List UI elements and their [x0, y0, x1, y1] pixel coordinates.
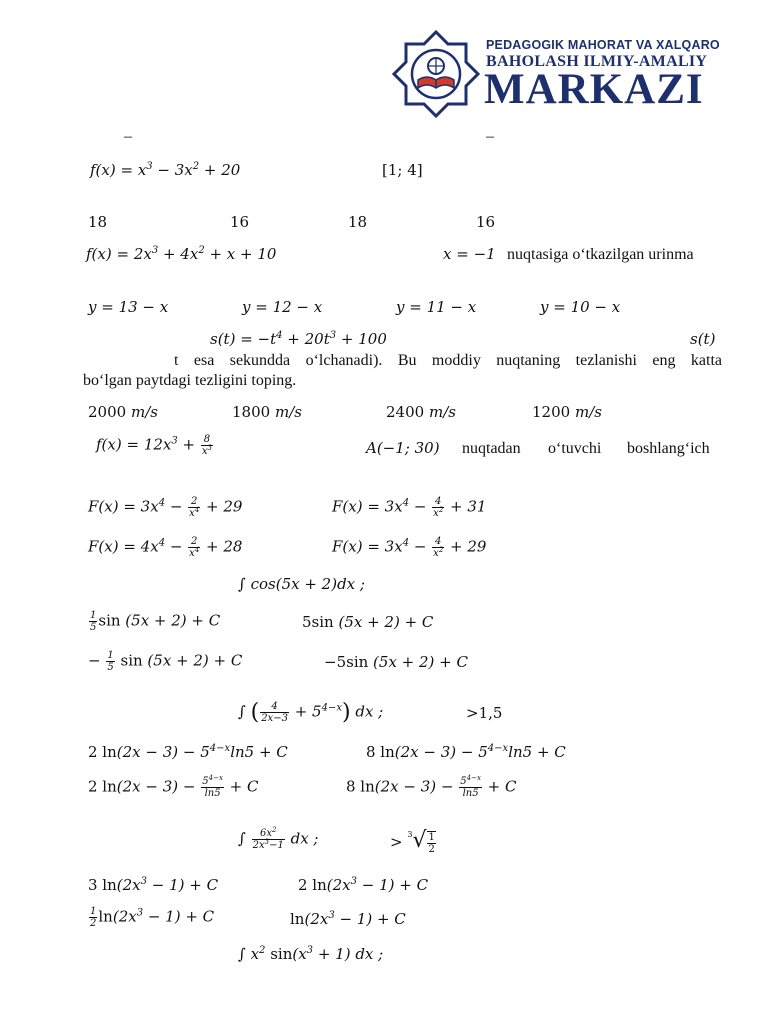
- q4-word-2: o‘tuvchi: [548, 440, 602, 457]
- q3-text-line-3: bo‘lgan paytdagi tezligini toping.: [83, 372, 297, 389]
- q6-answer-a: 2 $\ln(2x - 3) - 5^{4-x}\ln 5 + C$: [88, 743, 288, 761]
- logo: [392, 30, 732, 120]
- q5-answer-a: $\frac{1}{5}$ sin (5x + 2) + C: [90, 610, 221, 633]
- q1-answer-a: 18: [88, 213, 108, 231]
- q5-integral: ∫ cos(5x + 2)dx ;: [238, 575, 365, 593]
- q6-condition: >1,5: [466, 704, 503, 722]
- q4-answer-d: $F(x) = 3x^4$ − $\frac{4}{x^2}$ + 29: [332, 536, 487, 559]
- q4-answer-b: $F(x) = 3x^4$ − $\frac{4}{x^2}$ + 31: [332, 496, 487, 519]
- logo-line-1: PEDAGOGIK MAHORAT VA XALQARO: [486, 38, 720, 52]
- q1-answer-d: 16: [476, 213, 496, 231]
- q4-function: $f(x) = 12x^3$ + $\frac{8}{x^3}$: [96, 434, 212, 457]
- q3-text-line-2: t esa sekundda o‘lchanadi). Bu moddiy nuqtaning tezlanishi eng katta: [174, 352, 722, 369]
- q2-point: x = −1: [443, 245, 496, 263]
- q7-answer-c: $\frac{1}{2}$ $\ln(2x^3 - 1) + C$: [90, 906, 215, 929]
- q7-answer-d: $\ln(2x^3 - 1) + C$: [290, 910, 406, 928]
- q2-answer-b: y = 12 − x: [242, 298, 323, 316]
- q7-integral: ∫ $\frac{6x^2}{2x^3-1}$ dx ;: [238, 826, 319, 851]
- q3-st: s(t): [690, 330, 716, 348]
- q2-function: $f(x) = 2x^3 + 4x^2 + x + 10$: [86, 245, 277, 263]
- dash-right: –: [486, 128, 494, 145]
- q3-answer-b: 1800 m/s: [232, 403, 302, 421]
- q2-text: nuqtasiga o‘tkazilgan urinma: [507, 246, 694, 263]
- q5-answer-d: −5sin (5x + 2) + C: [324, 653, 468, 671]
- q1-function: $f(x) = x^3 - 3x^2 + 20$: [90, 161, 241, 179]
- q1-answer-c: 18: [348, 213, 368, 231]
- q2-answer-c: y = 11 − x: [396, 298, 477, 316]
- q3-answer-c: 2400 m/s: [386, 403, 456, 421]
- q3-answer-d: 1200 m/s: [532, 403, 602, 421]
- q6-answer-c: 2 ln(2x − 3) − $\frac{5^{4-x}}{\ln 5}$ + C: [88, 774, 259, 799]
- q4-point: A(−1; 30): [366, 439, 440, 457]
- q3-answer-a: 2000 m/s: [88, 403, 158, 421]
- q4-word-3: boshlang‘ich: [627, 440, 710, 457]
- q4-word-1: nuqtadan: [462, 440, 521, 457]
- q3-function: $s(t) = -t^4 + 20t^3 + 100$: [210, 330, 387, 348]
- q6-integral: ∫ ( $\frac{4}{2x-3}$ + $5^{4-x}$) dx ;: [238, 700, 384, 725]
- logo-emblem-icon: [392, 30, 480, 118]
- q4-answer-c: $F(x) = 4x^4$ − $\frac{2}{x^4}$ + 28: [88, 536, 243, 559]
- q2-answer-d: y = 10 − x: [540, 298, 621, 316]
- q1-interval: [1; 4]: [382, 161, 423, 179]
- q1-answer-b: 16: [230, 213, 250, 231]
- q7-answer-a: 3 $\ln(2x^3 - 1) + C$: [88, 876, 219, 894]
- logo-line-3: MARKAZI: [484, 66, 704, 113]
- dash-left: –: [124, 128, 132, 145]
- q7-condition: > $^3$√ $\frac{1}{2}$: [390, 828, 435, 855]
- q7-answer-b: 2 $\ln(2x^3 - 1) + C$: [298, 876, 429, 894]
- q2-answer-a: y = 13 − x: [88, 298, 169, 316]
- q8-integral: ∫ $x^2$ $\sin(x^3 + 1)$ dx ;: [238, 945, 384, 963]
- logo-line-2: BAHOLASH ILMIY-AMALIY: [486, 53, 708, 70]
- q6-answer-b: 8 $\ln(2x - 3) - 5^{4-x}\ln 5 + C$: [366, 743, 566, 761]
- q4-answer-a: $F(x) = 3x^4$ − $\frac{2}{x^4}$ + 29: [88, 496, 243, 519]
- q5-answer-c: − $\frac{1}{5}$ sin (5x + 2) + C: [88, 650, 243, 673]
- q5-answer-b: 5sin (5x + 2) + C: [302, 613, 434, 631]
- q6-answer-d: 8 ln(2x − 3) − $\frac{5^{4-x}}{\ln 5}$ + C: [346, 774, 517, 799]
